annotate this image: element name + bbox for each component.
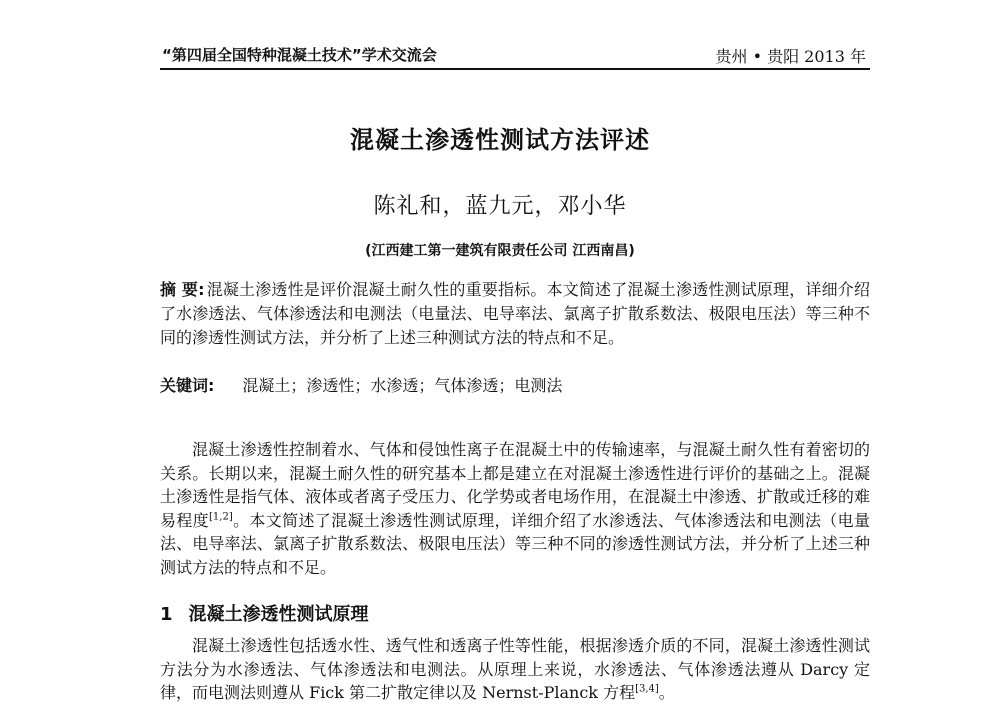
abstract-label: 摘 要: [160,280,205,299]
author-affiliation: (江西建工第一建筑有限责任公司 江西南昌) [365,243,635,259]
abstract-block [160,278,870,350]
abstract-text: 混凝土渗透性是评价混凝土耐久性的重要指标。本文简述了混凝土渗透性测试原理，详细介绍了水渗透法、气体渗透法和电测法（电量法、电导率法、氯离子扩散系数法、极限电压法）等三种不同的渗透性测试方法，并分析了上述三种测试方法的特点和不足。 [160,280,870,347]
location-year: 贵州 • 贵阳 2013 年 [715,47,866,66]
section-1-text-part1: 混凝土渗透性包括透水性、透气性和透离子性等性能，根据渗透介质的不同，混凝土渗透性测试方法分为水渗透法、气体渗透法和电测法。从原理上来说，水渗透法、气体渗透法遵从 Darcy 定律，而电测法则遵从 Fick 第二扩散定律以及 Nernst-Planck 方程 [160,636,870,702]
intro-text-part2: 。本文简述了混凝土渗透性测试原理，详细介绍了水渗透法、气体渗透法和电测法（电量法、电导率法、氯离子扩散系数法、极限电压法）等三种不同的渗透性测试方法，并分析了上述三种测试方法的特点和不足。 [160,510,870,577]
keywords-text: 混凝土；渗透性；水渗透；气体渗透；电测法 [242,376,563,395]
section-1-number: 1 [160,604,173,625]
keywords-block [160,374,870,398]
section-1-paragraph [160,634,870,705]
intro-text-part1: 混凝土渗透性控制着水、气体和侵蚀性离子在混凝土中的传输速率，与混凝土耐久性有着密切的关系。长期以来，混凝土耐久性的研究基本上都是建立在对混凝土渗透性进行评价的基础之上。混凝土渗透性是指气体、液体或者离子受压力、化学势或者电场作用，在混凝土中渗透、扩散或迁移的难易程度 [160,440,870,530]
paper-title: 混凝土渗透性测试方法评述 [350,126,650,154]
paper-authors: 陈礼和，蓝九元，邓小华 [373,194,627,219]
citation-1-2: [1,2] [209,511,233,523]
intro-paragraph [160,438,870,579]
section-1-text-part2: 。 [658,683,675,702]
conference-name: “第四届全国特种混凝土技术”学术交流会 [162,46,437,64]
citation-3-4: [3,4] [635,683,659,695]
section-1-title: 混凝土渗透性测试原理 [188,604,369,625]
section-1-heading [160,600,870,626]
keywords-label: 关键词: [160,376,215,395]
running-header [160,40,870,70]
